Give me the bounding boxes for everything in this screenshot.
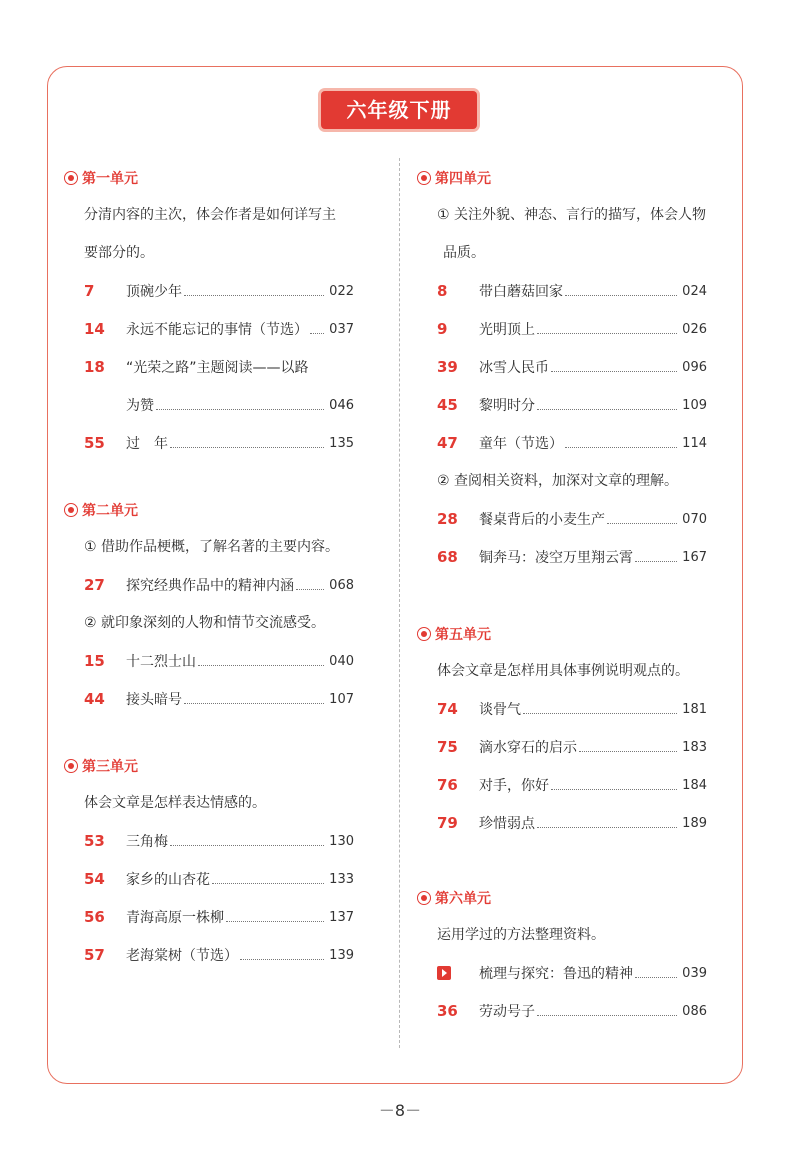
unit-header	[417, 160, 707, 196]
lesson-title: 黎明时分	[479, 398, 535, 414]
leader-dots	[240, 959, 324, 960]
page-ref: 184	[682, 777, 707, 793]
unit-header	[64, 492, 354, 528]
lesson-number: 79	[437, 814, 458, 832]
lesson-title: 梳理与探究：鲁迅的精神	[479, 966, 633, 982]
lesson-title: 滴水穿石的启示	[479, 740, 577, 756]
lesson-number: 76	[437, 776, 458, 794]
lesson-title: 光明顶上	[479, 322, 535, 338]
unit-header	[417, 616, 707, 652]
lesson-title: 珍惜弱点	[479, 816, 535, 832]
target-circle-icon	[64, 759, 78, 773]
page-ref: 135	[329, 435, 354, 451]
play-arrow-icon	[437, 966, 451, 980]
leader-dots	[170, 845, 324, 846]
leader-dots	[635, 977, 677, 978]
page-ref: 024	[682, 283, 707, 299]
right-column	[417, 160, 707, 1030]
page-ref: 137	[329, 909, 354, 925]
target-circle-icon	[64, 171, 78, 185]
leader-dots	[170, 447, 324, 448]
page-ref: 189	[682, 815, 707, 831]
unit-goal: 要部分的。	[84, 245, 154, 261]
lesson-number: 7	[84, 282, 95, 300]
toc-entry[interactable]	[417, 424, 707, 462]
unit-goal: 体会文章是怎样表达情感的。	[84, 795, 266, 811]
page-ref: 114	[682, 435, 707, 451]
page-ref: 167	[682, 549, 707, 565]
lesson-title: 永远不能忘记的事情（节选）	[126, 322, 308, 338]
unit-goal: 分清内容的主次，体会作者是如何详写主	[84, 207, 336, 223]
page-ref: 130	[329, 833, 354, 849]
toc-entry[interactable]	[417, 348, 707, 386]
leader-dots	[310, 333, 324, 334]
leader-dots	[156, 409, 324, 410]
lesson-title: 童年（节选）	[479, 436, 563, 452]
toc-entry[interactable]	[64, 348, 354, 386]
lesson-number: 39	[437, 358, 458, 376]
toc-entry[interactable]	[417, 690, 707, 728]
unit-2	[64, 492, 354, 718]
lesson-title: 探究经典作品中的精神内涵	[126, 578, 294, 594]
lesson-title: 三角梅	[126, 834, 168, 850]
lesson-number: 74	[437, 700, 458, 718]
leader-dots	[565, 447, 677, 448]
toc-entry[interactable]	[64, 936, 354, 974]
page-ref: 039	[682, 965, 707, 981]
lesson-title: 青海高原一株柳	[126, 910, 224, 926]
lesson-title-continued: 为赞	[126, 398, 154, 414]
left-column	[64, 160, 354, 974]
unit-header	[64, 748, 354, 784]
unit-title: 第一单元	[82, 171, 138, 187]
unit-5	[417, 616, 707, 842]
toc-entry[interactable]	[417, 992, 707, 1030]
page-ref: 022	[329, 283, 354, 299]
unit-goal: ② 查阅相关资料，加深对文章的理解。	[437, 473, 678, 489]
column-divider	[399, 158, 400, 1048]
lesson-number: 47	[437, 434, 458, 452]
page-ref: 070	[682, 511, 707, 527]
leader-dots	[537, 409, 677, 410]
page-ref: 040	[329, 653, 354, 669]
lesson-title: 对手，你好	[479, 778, 549, 794]
toc-entry-continued[interactable]	[64, 386, 354, 424]
lesson-title: 带白蘑菇回家	[479, 284, 563, 300]
page-ref: 068	[329, 577, 354, 593]
leader-dots	[635, 561, 677, 562]
unit-1	[64, 160, 354, 462]
unit-4	[417, 160, 707, 576]
leader-dots	[523, 713, 677, 714]
target-circle-icon	[417, 627, 431, 641]
leader-dots	[537, 333, 677, 334]
leader-dots	[565, 295, 677, 296]
lesson-title: 接头暗号	[126, 692, 182, 708]
toc-entry[interactable]	[417, 500, 707, 538]
unit-goal: 体会文章是怎样用具体事例说明观点的。	[437, 663, 689, 679]
lesson-number: 53	[84, 832, 105, 850]
toc-entry[interactable]	[64, 680, 354, 718]
toc-entry[interactable]	[64, 642, 354, 680]
lesson-number: 45	[437, 396, 458, 414]
leader-dots	[537, 1015, 677, 1016]
leader-dots	[607, 523, 677, 524]
unit-goal: ① 借助作品梗概，了解名著的主要内容。	[84, 539, 339, 555]
page-ref: 086	[682, 1003, 707, 1019]
page-ref: 046	[329, 397, 354, 413]
lesson-number: 57	[84, 946, 105, 964]
target-circle-icon	[417, 891, 431, 905]
toc-entry[interactable]	[64, 310, 354, 348]
lesson-title: 十二烈士山	[126, 654, 196, 670]
target-circle-icon	[417, 171, 431, 185]
toc-entry[interactable]	[417, 272, 707, 310]
leader-dots	[579, 751, 677, 752]
unit-title: 第三单元	[82, 759, 138, 775]
lesson-title: 家乡的山杏花	[126, 872, 210, 888]
lesson-number: 8	[437, 282, 448, 300]
toc-entry[interactable]	[417, 728, 707, 766]
page-ref: 181	[682, 701, 707, 717]
toc-entry[interactable]	[64, 822, 354, 860]
leader-dots	[551, 371, 677, 372]
page-ref: 096	[682, 359, 707, 375]
unit-goal: 运用学过的方法整理资料。	[437, 927, 605, 943]
lesson-number: 18	[84, 358, 105, 376]
lesson-number: 36	[437, 1002, 458, 1020]
toc-entry[interactable]	[417, 538, 707, 576]
toc-entry[interactable]	[64, 272, 354, 310]
lesson-title: 冰雪人民币	[479, 360, 549, 376]
lesson-title: 谈骨气	[479, 702, 521, 718]
lesson-title: 老海棠树（节选）	[126, 948, 238, 964]
lesson-number: 14	[84, 320, 105, 338]
lesson-number: 55	[84, 434, 105, 452]
lesson-number: 28	[437, 510, 458, 528]
lesson-number: 68	[437, 548, 458, 566]
unit-goal: ① 关注外貌、神态、言行的描写，体会人物	[437, 207, 706, 223]
lesson-title: 铜奔马：凌空万里翔云霄	[479, 550, 633, 566]
unit-3	[64, 748, 354, 974]
toc-entry[interactable]	[64, 898, 354, 936]
toc-entry[interactable]	[417, 804, 707, 842]
page-ref: 139	[329, 947, 354, 963]
leader-dots	[296, 589, 324, 590]
leader-dots	[226, 921, 324, 922]
unit-header	[64, 160, 354, 196]
lesson-number: 9	[437, 320, 448, 338]
unit-goal: ② 就印象深刻的人物和情节交流感受。	[84, 615, 325, 631]
toc-entry[interactable]	[64, 566, 354, 604]
lesson-title: 劳动号子	[479, 1004, 535, 1020]
leader-dots	[537, 827, 677, 828]
lesson-title: “光荣之路”主题阅读——以路	[126, 360, 309, 376]
leader-dots	[184, 703, 324, 704]
toc-entry[interactable]	[64, 424, 354, 462]
page-ref: 107	[329, 691, 354, 707]
toc-entry[interactable]	[417, 310, 707, 348]
unit-6	[417, 880, 707, 1030]
leader-dots	[551, 789, 677, 790]
lesson-title: 过 年	[126, 436, 168, 452]
page-ref: 183	[682, 739, 707, 755]
unit-goal: 品质。	[443, 245, 485, 261]
page-title: 六年级下册	[321, 91, 477, 129]
page-ref: 109	[682, 397, 707, 413]
lesson-number: 15	[84, 652, 105, 670]
toc-entry[interactable]	[417, 766, 707, 804]
page-ref: 133	[329, 871, 354, 887]
lesson-number: 27	[84, 576, 105, 594]
lesson-number: 54	[84, 870, 105, 888]
lesson-number: 56	[84, 908, 105, 926]
toc-entry[interactable]	[417, 954, 707, 992]
unit-title: 第四单元	[435, 171, 491, 187]
lesson-number: 44	[84, 690, 105, 708]
lesson-number: 75	[437, 738, 458, 756]
unit-header	[417, 880, 707, 916]
unit-title: 第六单元	[435, 891, 491, 907]
leader-dots	[198, 665, 324, 666]
toc-entry[interactable]	[64, 860, 354, 898]
page-ref: 026	[682, 321, 707, 337]
unit-title: 第二单元	[82, 503, 138, 519]
unit-title: 第五单元	[435, 627, 491, 643]
leader-dots	[184, 295, 324, 296]
target-circle-icon	[64, 503, 78, 517]
page-ref: 037	[329, 321, 354, 337]
page-number: －8－	[378, 1101, 422, 1120]
lesson-title: 顶碗少年	[126, 284, 182, 300]
lesson-title: 餐桌背后的小麦生产	[479, 512, 605, 528]
leader-dots	[212, 883, 324, 884]
toc-entry[interactable]	[417, 386, 707, 424]
